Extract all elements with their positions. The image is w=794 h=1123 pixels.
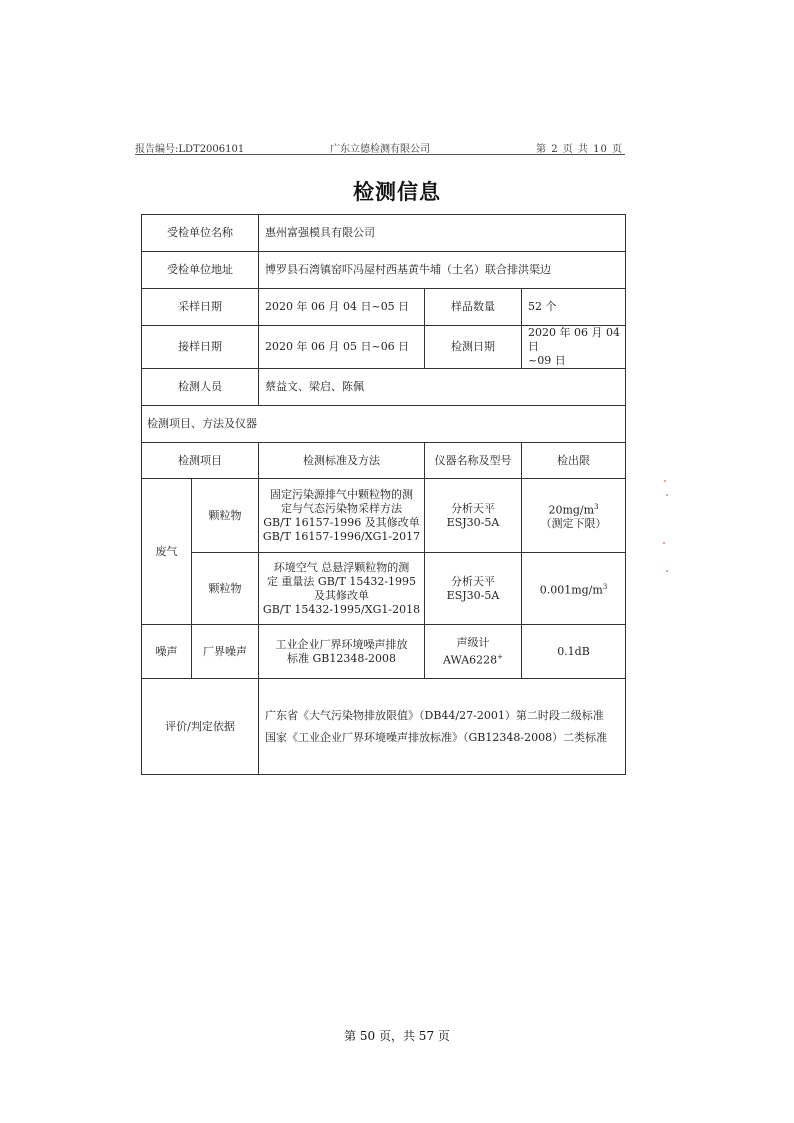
table-row: [142, 289, 626, 326]
test-date-value: [522, 326, 626, 369]
row1-instrument-model: ESJ30-5A: [446, 515, 500, 529]
report-number: 报告编号:LDT2006101: [135, 144, 245, 155]
col-instrument-header: 仪器名称及型号: [425, 443, 522, 479]
row3-instrument-name: 声级计: [456, 635, 490, 649]
noise-category: 噪声: [142, 625, 192, 679]
test-date-label: 检测日期: [425, 326, 522, 369]
table-row: [142, 625, 626, 679]
table-row: [142, 369, 626, 406]
test-date-line1: 2020 年 06 月 04 日: [528, 326, 620, 353]
row1-method-line: 定与气态污染物采样方法: [281, 501, 402, 515]
row2-instrument-name: 分析天平: [451, 574, 495, 588]
sampling-date-value: 2020 年 06 月 04 日~05 日: [259, 289, 425, 326]
row1-limit-note: （测定下限）: [540, 517, 607, 531]
sample-count-value: 52 个: [522, 289, 626, 326]
inspection-info-table: [141, 214, 626, 775]
company-name: 广东立德检测有限公司: [330, 144, 430, 155]
client-value: 惠州富强模具有限公司: [259, 215, 626, 252]
table-row: [142, 679, 626, 775]
table-row: [142, 326, 626, 369]
table-row: [142, 215, 626, 252]
table-row: [142, 252, 626, 289]
row2-method-line: 定 重量法 GB/T 15432-1995: [266, 574, 417, 588]
basis-value: [259, 679, 626, 775]
row3-method: [259, 625, 425, 679]
inspector-label: 检测人员: [142, 369, 259, 406]
row1-method-line: GB/T 16157-1996/XG1-2017: [262, 529, 421, 543]
row2-instrument-model: ESJ30-5A: [446, 588, 500, 602]
basis-label: 评价/判定依据: [142, 679, 259, 775]
row3-method-line: 标准 GB12348-2008: [286, 651, 397, 665]
table-row: [142, 553, 626, 625]
row2-instrument: [425, 553, 522, 625]
row1-method: [259, 479, 425, 553]
section-title: 检测项目、方法及仪器: [142, 406, 626, 443]
col-method-header: 检测标准及方法: [259, 443, 425, 479]
address-value: 博罗县石湾镇窑吓冯屋村西基黄牛埔（土名）联合排洪渠边: [259, 252, 626, 289]
table-row: [142, 406, 626, 443]
row3-method-line: 工业企业厂界环境噪声排放: [275, 637, 408, 651]
row1-limit-value: 20mg/m: [548, 503, 595, 517]
row1-instrument: [425, 479, 522, 553]
row3-limit: 0.1dB: [522, 625, 626, 679]
sampling-date-label: 采样日期: [142, 289, 259, 326]
row1-instrument-name: 分析天平: [451, 501, 495, 515]
basis-line: 国家《工业企业厂界环境噪声排放标准》（GB12348-2008）二类标准: [265, 730, 608, 744]
row2-limit: [522, 553, 626, 625]
row2-method-line: 及其修改单: [314, 588, 369, 602]
waste-gas-category: 废气: [142, 479, 192, 625]
row3-item: 厂界噪声: [192, 625, 259, 679]
row2-method-line: GB/T 15432-1995/XG1-2018: [262, 602, 421, 616]
row3-instrument: [425, 625, 522, 679]
col-item-header: 检测项目: [142, 443, 259, 479]
row2-limit-value: 0.001mg/m: [539, 583, 603, 597]
row1-limit-sup: 3: [594, 502, 599, 511]
row1-method-line: GB/T 16157-1996 及其修改单: [263, 515, 420, 529]
test-date-line2: ~09 日: [528, 354, 566, 367]
basis-line: 广东省《大气污染物排放限值》（DB44/27-2001）第二时段二级标准: [265, 708, 604, 722]
page-footer: 第 50 页，共 57 页: [344, 1029, 450, 1043]
row2-method-line: 环境空气 总悬浮颗粒物的测: [273, 560, 410, 574]
col-limit-header: 检出限: [522, 443, 626, 479]
row2-method: [259, 553, 425, 625]
page-indicator: 第 2 页 共 10 页: [536, 144, 623, 155]
row3-instrument-model: AWA6228: [442, 653, 498, 667]
row3-instrument-sup: +: [497, 652, 504, 661]
sample-count-label: 样品数量: [425, 289, 522, 326]
document-title: 检测信息: [353, 180, 441, 204]
address-label: 受检单位地址: [142, 252, 259, 289]
receipt-date-value: 2020 年 06 月 05 日~06 日: [259, 326, 425, 369]
row1-limit: [522, 479, 626, 553]
header-rule: [135, 154, 625, 155]
row1-item: 颗粒物: [192, 479, 259, 553]
row2-limit-sup: 3: [602, 582, 608, 591]
receipt-date-label: 接样日期: [142, 326, 259, 369]
row1-method-line: 固定污染源排气中颗粒物的测: [270, 487, 413, 501]
client-label: 受检单位名称: [142, 215, 259, 252]
seal-bleed-marks: [660, 480, 670, 580]
table-header-row: [142, 443, 626, 479]
inspector-value: 蔡益文、梁启、陈佩: [259, 369, 626, 406]
row2-item: 颗粒物: [192, 553, 259, 625]
table-row: [142, 479, 626, 553]
